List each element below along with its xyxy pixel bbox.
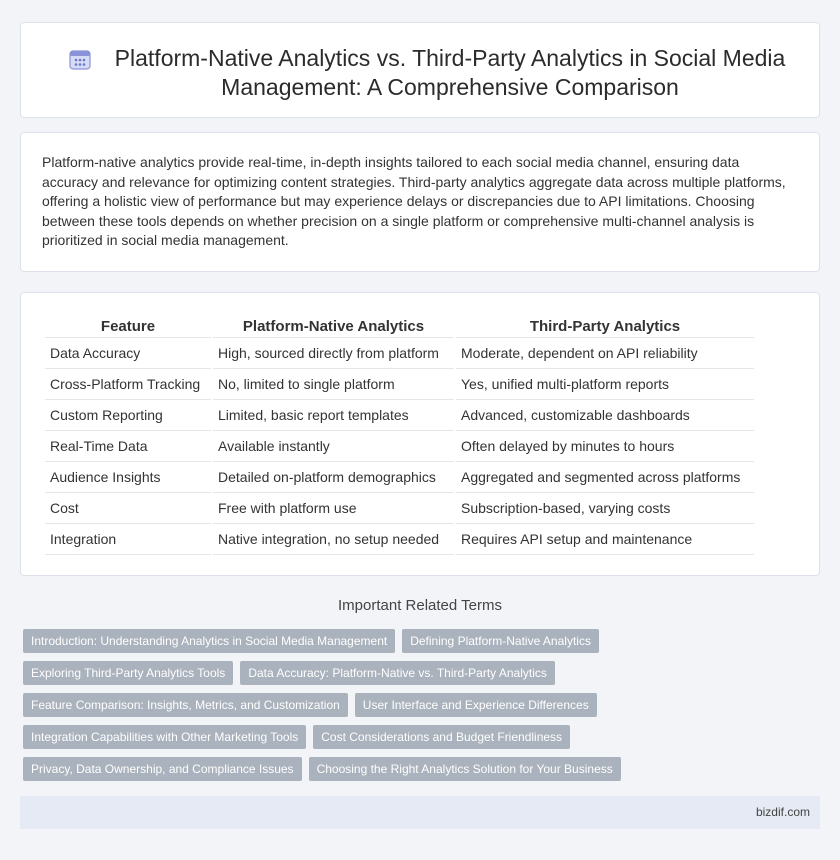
table-cell: Yes, unified multi-platform reports [456, 369, 754, 400]
related-term-tag[interactable]: Defining Platform-Native Analytics [402, 629, 599, 653]
related-terms-heading: Important Related Terms [338, 597, 502, 614]
table-cell: Detailed on-platform demographics [213, 462, 454, 493]
table-row [45, 400, 754, 431]
related-term-tag[interactable]: Exploring Third-Party Analytics Tools [23, 661, 233, 685]
table-row [45, 493, 754, 524]
related-term-tag[interactable]: User Interface and Experience Differences [355, 693, 597, 717]
page-title: Platform-Native Analytics vs. Third-Party Analytics in Social Media Management: A Comprehensive Comparison [114, 45, 786, 100]
related-term-tag[interactable]: Data Accuracy: Platform-Native vs. Third-Party Analytics [240, 661, 555, 685]
related-term-tag[interactable]: Choosing the Right Analytics Solution for Your Business [309, 757, 621, 781]
table-row [45, 369, 754, 400]
footer-bar [20, 796, 820, 829]
table-cell: High, sourced directly from platform [213, 338, 454, 369]
table-cell: Cross-Platform Tracking [45, 369, 211, 400]
column-header-feature: Feature [45, 316, 211, 338]
calendar-icon [67, 47, 93, 71]
table-cell: Cost [45, 493, 211, 524]
table-cell: Often delayed by minutes to hours [456, 431, 754, 462]
table-row [45, 524, 754, 555]
related-terms-list [23, 629, 823, 789]
table-row [45, 431, 754, 462]
related-term-tag[interactable]: Cost Considerations and Budget Friendliness [313, 725, 570, 749]
table-row [45, 462, 754, 493]
column-header-platform-native: Platform-Native Analytics [213, 316, 454, 338]
table-row [45, 338, 754, 369]
table-cell: Moderate, dependent on API reliability [456, 338, 754, 369]
table-cell: Free with platform use [213, 493, 454, 524]
related-term-tag[interactable]: Integration Capabilities with Other Marketing Tools [23, 725, 306, 749]
table-cell: Aggregated and segmented across platforms [456, 462, 754, 493]
header-card [20, 22, 820, 118]
table-cell: Real-Time Data [45, 431, 211, 462]
related-term-tag[interactable]: Feature Comparison: Insights, Metrics, and Customization [23, 693, 348, 717]
intro-paragraph: Platform-native analytics provide real-time, in-depth insights tailored to each social media channel, ensuring data accuracy and relevance for optimizing content strategies. Third-party analytics aggregate data across multiple platforms, offering a holistic view of performance but may experience delays or discrepancies due to API limitations. Choosing between these tools depends on whether precision on a single platform or comprehensive multi-channel analysis is prioritized in social media management. [42, 154, 786, 249]
comparison-table [43, 316, 756, 555]
related-term-tag[interactable]: Introduction: Understanding Analytics in Social Media Management [23, 629, 395, 653]
intro-card [20, 132, 820, 272]
related-term-tag[interactable]: Privacy, Data Ownership, and Compliance Issues [23, 757, 302, 781]
table-cell: Native integration, no setup needed [213, 524, 454, 555]
table-cell: Subscription-based, varying costs [456, 493, 754, 524]
comparison-table-card [20, 292, 820, 576]
table-cell: Available instantly [213, 431, 454, 462]
table-cell: Advanced, customizable dashboards [456, 400, 754, 431]
table-cell: Limited, basic report templates [213, 400, 454, 431]
table-cell: Custom Reporting [45, 400, 211, 431]
table-cell: No, limited to single platform [213, 369, 454, 400]
table-cell: Data Accuracy [45, 338, 211, 369]
column-header-third-party: Third-Party Analytics [456, 316, 754, 338]
table-cell: Integration [45, 524, 211, 555]
table-cell: Audience Insights [45, 462, 211, 493]
footer-site-link[interactable]: bizdif.com [755, 805, 810, 819]
table-header-row [45, 316, 754, 338]
table-cell: Requires API setup and maintenance [456, 524, 754, 555]
